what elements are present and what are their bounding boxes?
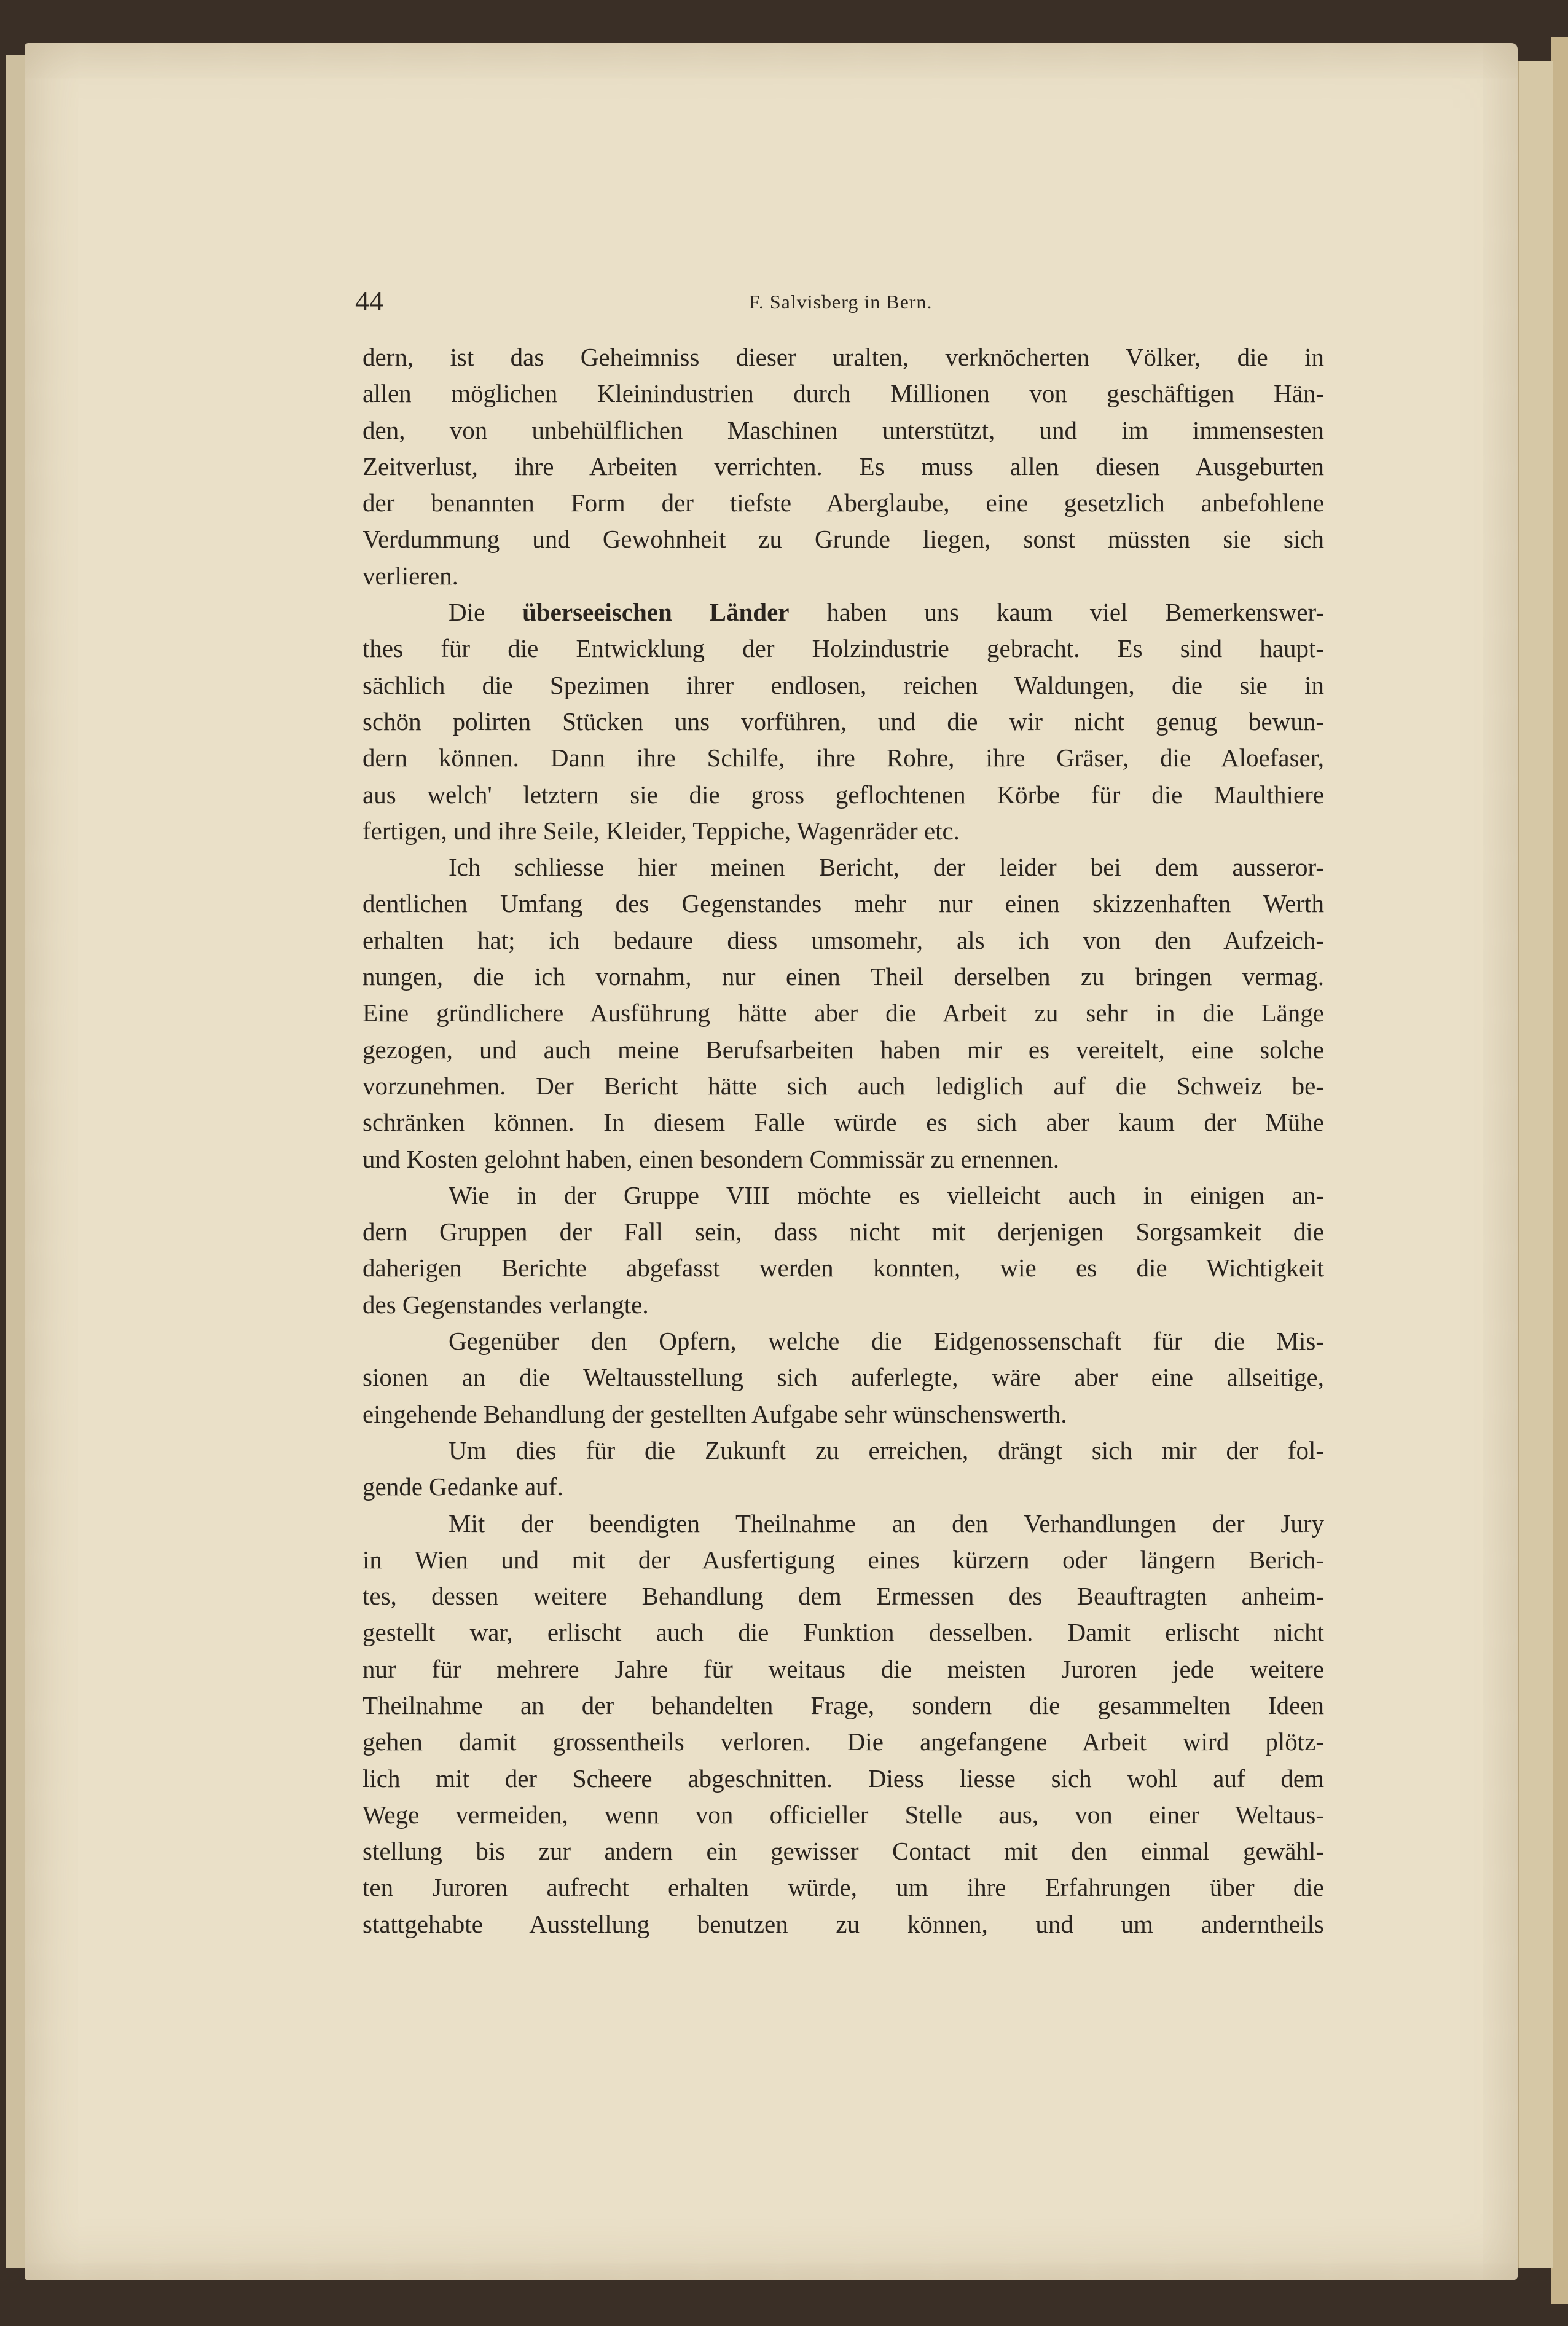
text-line: nur für mehrere Jahre für weitaus die meisten Juroren jede weitere (363, 1654, 1324, 1683)
text-line: und Kosten gelohnt haben, einen besondern Commissär zu ernennen. (363, 1144, 1060, 1173)
text-line: aus welch' letztern sie die gross geflochtenen Körbe für die Maulthiere (363, 780, 1324, 809)
text-line: vorzunehmen. Der Bericht hätte sich auch lediglich auf die Schweiz be- (363, 1071, 1324, 1100)
text-line: thes für die Entwicklung der Holzindustrie gebracht. Es sind haupt- (363, 634, 1324, 663)
text-line: gehen damit grossentheils verloren. Die angefangene Arbeit wird plötz- (363, 1727, 1324, 1756)
bold-term: überseeischen Länder (522, 598, 790, 627)
para-rest: haben uns kaum viel Bemerkenswer- (826, 598, 1325, 627)
text-line: dern, ist das Geheimniss dieser uralten, verknöcherten Völker, die in (363, 343, 1324, 371)
text-line: Zeitverlust, ihre Arbeiten verrichten. Es muss allen diesen Ausgeburten (363, 452, 1324, 481)
next-page-edge (1551, 37, 1568, 2304)
text-line: allen möglichen Kleinindustrien durch Millionen von geschäftigen Hän- (363, 379, 1324, 408)
text-line: des Gegenstandes verlangte. (363, 1290, 649, 1319)
text-line: Verdummung und Gewohnheit zu Grunde liegen, sonst müssten sie sich (363, 525, 1324, 554)
page-edge-left (6, 55, 25, 2268)
page-number: 44 (355, 285, 383, 316)
text-line: eingehende Behandlung der gestellten Aufgabe sehr wünschenswerth. (363, 1399, 1067, 1428)
text-line: der benannten Form der tiefste Aberglaube, eine gesetzlich anbefohlene (363, 489, 1324, 517)
text-line: schränken können. In diesem Falle würde es sich aber kaum der Mühe (363, 1108, 1324, 1137)
text-line: verlieren. (363, 561, 458, 590)
text-line: lich mit der Scheere abgeschnitten. Diess liesse sich wohl auf dem (363, 1764, 1324, 1793)
text-line: Wie in der Gruppe VIII möchte es vielleicht auch in einigen an- (449, 1181, 1324, 1209)
text-line: gestellt war, erlischt auch die Funktion desselben. Damit erlischt nicht (363, 1618, 1324, 1647)
text-line: tes, dessen weitere Behandlung dem Ermessen des Beauftragten anheim- (363, 1582, 1324, 1611)
text-line: Mit der beendigten Theilnahme an den Verhandlungen der Jury (449, 1509, 1324, 1538)
text-line: schön polirten Stücken uns vorführen, und die wir nicht genug bewun- (363, 707, 1324, 736)
text-line: dern können. Dann ihre Schilfe, ihre Rohre, ihre Gräser, die Aloefaser, (363, 744, 1324, 772)
text-line: dern Gruppen der Fall sein, dass nicht mit derjenigen Sorgsamkeit die (363, 1217, 1324, 1246)
text-line: Theilnahme an der behandelten Frage, sondern die gesammelten Ideen (363, 1691, 1324, 1719)
running-head: F. Salvisberg in Bern. (748, 291, 933, 313)
text-line: gezogen, und auch meine Berufsarbeiten haben mir es vereitelt, eine solche (363, 1035, 1324, 1064)
text-line: gende Gedanke auf. (363, 1472, 563, 1501)
text-line: sionen an die Weltausstellung sich auferlegte, wäre aber eine allseitige, (363, 1363, 1324, 1392)
text-line: nungen, die ich vornahm, nur einen Theil derselben zu bringen vermag. (363, 962, 1324, 991)
text-line: Ich schliesse hier meinen Bericht, der leider bei dem ausseror- (449, 853, 1324, 882)
paragraph-opening-line (363, 594, 1324, 631)
text-line: den, von unbehülflichen Maschinen unterstützt, und im immensesten (363, 415, 1324, 444)
text-line: fertigen, und ihre Seile, Kleider, Teppiche, Wagenräder etc. (363, 816, 960, 845)
text-line: ten Juroren aufrecht erhalten würde, um ihre Erfahrungen über die (363, 1873, 1324, 1902)
text-line: Gegenüber den Opfern, welche die Eidgenossenschaft für die Mis- (449, 1327, 1324, 1356)
body-text (363, 339, 1324, 1943)
text-line: Um dies für die Zukunft zu erreichen, drängt sich mir der fol- (449, 1436, 1324, 1464)
text-line: Eine gründlichere Ausführung hätte aber die Arbeit zu sehr in die Länge (363, 999, 1324, 1027)
page-header (355, 280, 1326, 329)
text-line: stattgehabte Ausstellung benutzen zu können, und um anderntheils (363, 1909, 1324, 1938)
text-line: dentlichen Umfang des Gegenstandes mehr nur einen skizzenhaften Werth (363, 889, 1324, 918)
text-line: Wege vermeiden, wenn von officieller Stelle aus, von einer Weltaus- (363, 1800, 1324, 1829)
text-line: stellung bis zur andern ein gewisser Contact mit den einmal gewähl- (363, 1837, 1324, 1866)
page-edge-right (1518, 61, 1553, 2268)
text-line: sächlich die Spezimen ihrer endlosen, reichen Waldungen, die sie in (363, 670, 1324, 699)
text-line: erhalten hat; ich bedaure diess umsomehr, als ich von den Aufzeich- (363, 925, 1324, 954)
text-line: daherigen Berichte abgefasst werden konnten, wie es die Wichtigkeit (363, 1254, 1324, 1283)
para-lead: Die (449, 598, 485, 627)
text-line: in Wien und mit der Ausfertigung eines kürzern oder längern Berich- (363, 1545, 1324, 1574)
